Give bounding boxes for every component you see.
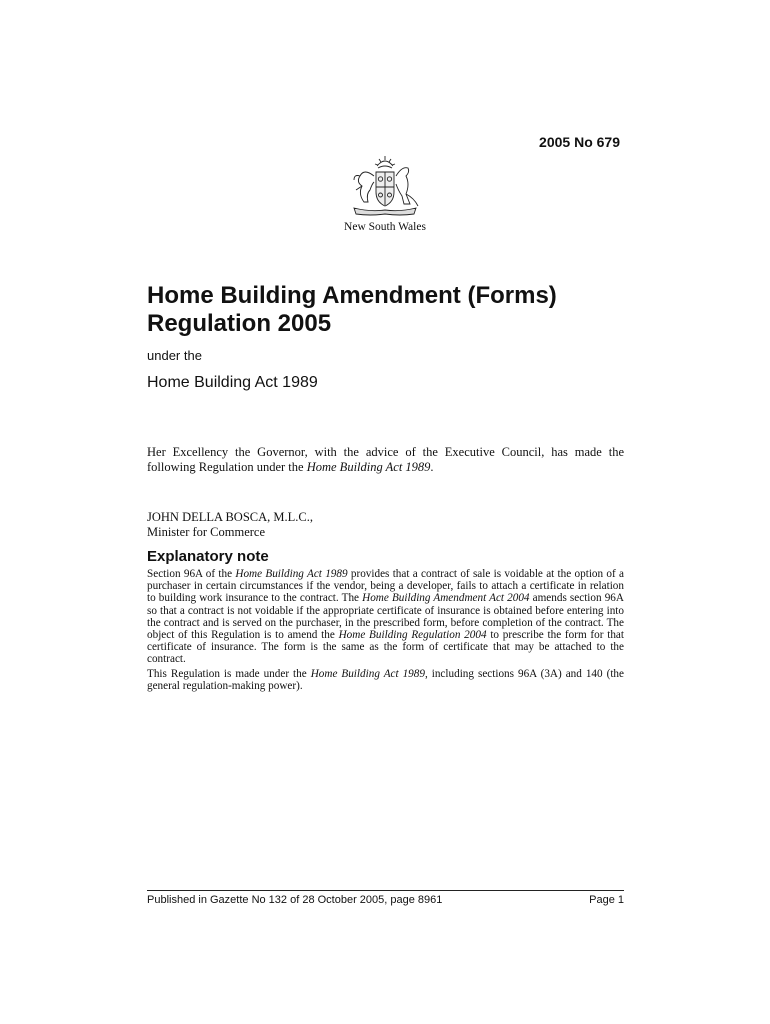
- under-the-label: under the: [147, 348, 202, 363]
- state-name: New South Wales: [344, 221, 426, 233]
- title-line-1: Home Building Amendment (Forms): [147, 282, 557, 309]
- note-text: amends section 96A so that a contract is not voidable if the appropriate certificate of insurance is obtained before entering into the contract and is served on the purchaser, in the prescribed form, before completion of the contract. The object of this Regulation is to amend the: [147, 592, 624, 642]
- note-act-reference: Home Building Amendment Act 2004: [362, 592, 530, 605]
- note-text: This Regulation is made under the: [147, 667, 311, 680]
- page-title: [147, 282, 627, 338]
- explanatory-paragraph-2: [147, 668, 624, 692]
- note-text: provides that a contract of sale is voidable at the option of a purchaser in certain circumstances if the vendor, being a developer, fails to attach a certificate in relation to building work insurance to the contract. The: [147, 568, 624, 605]
- enactment-end: .: [430, 460, 434, 474]
- note-text: to prescribe the form for that certificate of insurance. The form is the same as the form of certificate that may be attached to the contract.: [147, 629, 624, 666]
- note-text: Section 96A of the: [147, 568, 236, 580]
- title-line-2: Regulation 2005: [147, 310, 332, 337]
- minister-name: JOHN DELLA BOSCA, M.L.C.,: [147, 510, 313, 524]
- explanatory-paragraph-1: [147, 568, 624, 666]
- gazette-reference: Published in Gazette No 132 of 28 October 2005, page 8961: [147, 894, 443, 906]
- regulation-number: 2005 No 679: [539, 134, 620, 150]
- enactment-paragraph: [147, 445, 624, 475]
- note-act-reference: Home Building Act 1989: [235, 568, 348, 580]
- enactment-act: Home Building Act 1989: [306, 460, 431, 474]
- explanatory-note-heading: Explanatory note: [147, 548, 269, 565]
- note-act-reference: Home Building Act 1989: [310, 667, 425, 680]
- minister-title: Minister for Commerce: [147, 525, 266, 539]
- footer-divider: [147, 890, 624, 891]
- note-act-reference: Home Building Regulation 2004: [338, 629, 487, 642]
- enactment-text: Her Excellency the Governor, with the advice of the Executive Council, has made the following Regulation under the: [147, 445, 624, 474]
- page-number: Page 1: [589, 894, 624, 906]
- nsw-coat-of-arms-icon: [340, 154, 430, 218]
- act-name: Home Building Act 1989: [147, 374, 318, 391]
- explanatory-note-body: [147, 568, 624, 694]
- note-text: , including sections 96A (3A) and 140 (the general regulation-making power).: [147, 667, 624, 692]
